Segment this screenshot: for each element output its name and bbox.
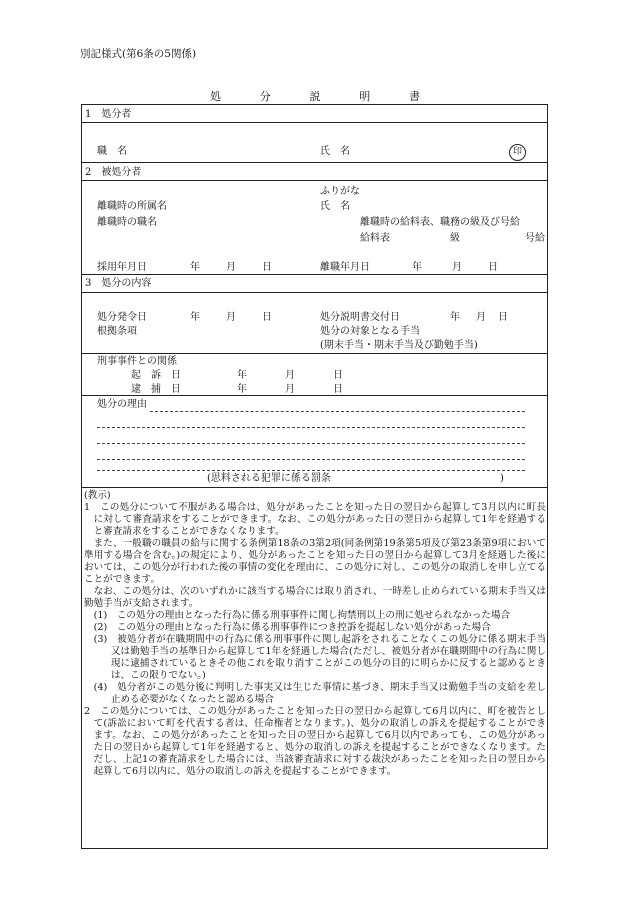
year-unit: 年 <box>450 312 460 323</box>
salary-label: 離職時の給料表、職務の級及び号給 <box>360 217 520 228</box>
note-item-3: (3) 被処分者が在職期間中の行為に係る刑事事件に関し起訴をされることなくこの処分に係る期末手当又は勤勉手当の基準日から起算して1年を経過した場合(ただし、被処分者が在職期間中の行為に関し現に逮捕されているときその他これを取り消すことがこの処分の目的に明らかに反すると認めるときは、この限りでない。) <box>93 634 546 681</box>
day-unit: 日 <box>488 262 498 273</box>
target-allowance-note: (期末手当・期末手当及び勤勉手当) <box>320 340 478 351</box>
note-item-4: (4) 処分者がこの処分後に判明した事実又は生じた事情に基づき、期末手当又は勤勉手当の支給を差し止める必要がなくなったと認める場合 <box>93 682 546 705</box>
section-2-heading: 2 被処分者 <box>85 167 142 178</box>
day-unit: 日 <box>333 384 343 395</box>
dept-label: 離職時の所属名 <box>97 201 167 212</box>
charge-note: (思料される犯罪に係る罰条 <box>207 473 331 484</box>
position-label: 職 名 <box>97 146 127 157</box>
year-unit: 年 <box>237 370 247 381</box>
month-unit: 月 <box>452 262 462 273</box>
year-unit: 年 <box>237 384 247 395</box>
reason-line <box>97 443 525 444</box>
document-title <box>210 88 420 104</box>
arrest-date-label: 逮 捕 日 <box>131 384 181 395</box>
hire-date-label: 採用年月日 <box>97 262 147 273</box>
divider <box>81 292 548 293</box>
note-paragraph-1: 1 この処分について不服がある場合は、処分があったことを知った日の翌日から起算して3月以内に町長に対して審査請求をすることができます。なお、この処分があった日の翌日から起算して1年を経過すると審査請求をすることができなくなります。 <box>84 502 546 537</box>
job-label: 離職時の職名 <box>97 217 157 228</box>
note-paragraph-2: また、一般職の職員の給与に関する条例第18条の3第2項(同条例第19条第5項及び第23条第9項において準用する場合を含む。)の規定により、処分があったことを知った日の翌日から起算して3月を経過した後においては、この処分が行われた後の事情の変化を理由に、この処分に対し、この処分の取消しを申し立てることができます。 <box>84 538 546 585</box>
note-item-1: (1) この処分の理由となった行為に係る刑事事件に関し拘禁刑以上の刑に処せられなかった場合 <box>93 610 511 621</box>
month-unit: 月 <box>226 262 236 273</box>
section-1-heading: 1 処分者 <box>85 109 132 120</box>
criminal-relation-label: 刑事事件との関係 <box>97 356 177 367</box>
title-char: 書 <box>409 90 420 103</box>
title-char: 明 <box>359 90 371 103</box>
day-unit: 日 <box>333 370 343 381</box>
year-unit: 年 <box>190 262 200 273</box>
title-char: 処 <box>210 90 221 103</box>
day-unit: 日 <box>262 262 272 273</box>
indictment-date-label: 起 訴 日 <box>131 370 181 381</box>
form-header: 別記様式(第6条の5関係) <box>80 48 197 60</box>
reason-line <box>97 427 525 428</box>
effective-date-label: 処分発令日 <box>97 312 147 323</box>
section-3-heading: 3 処分の内容 <box>85 278 152 289</box>
note-item-2: (2) この処分の理由となった行為に係る刑事事件につき控訴を提起しない処分があった場合 <box>93 622 491 633</box>
separation-date-label: 離職年月日 <box>320 262 370 273</box>
year-unit: 年 <box>412 262 422 273</box>
reason-line <box>97 459 525 460</box>
divider <box>81 180 548 181</box>
day-unit: 日 <box>498 312 508 323</box>
furigana-label: ふりがな <box>320 186 360 197</box>
title-char: 分 <box>259 90 271 103</box>
salary-grade-label: 級 <box>450 233 460 244</box>
divider <box>81 122 548 123</box>
respondent-name-label: 氏 名 <box>320 201 350 212</box>
divider <box>81 162 548 163</box>
basis-label: 根拠条項 <box>97 326 137 337</box>
seal-mark: 印 <box>509 144 526 161</box>
month-unit: 月 <box>285 384 295 395</box>
day-unit: 日 <box>262 312 272 323</box>
salary-table-label: 給料表 <box>360 233 390 244</box>
name-label: 氏 名 <box>320 146 350 157</box>
charge-note-close: ) <box>500 473 504 484</box>
salary-step-label: 号給 <box>525 233 545 244</box>
reason-label: 処分の理由 <box>97 399 147 410</box>
notes-heading: (教示) <box>84 490 111 501</box>
reason-line <box>97 470 525 471</box>
reason-line <box>150 411 525 412</box>
month-unit: 月 <box>476 312 486 323</box>
divider <box>81 274 548 275</box>
title-char: 説 <box>309 90 321 103</box>
note-paragraph-4: 2 この処分については、この処分があったことを知った日の翌日から起算して6月以内に、町を被告として(訴訟において町を代表する者は、任命権者となります。)、処分の取消しの訴えを提起することができます。なお、この処分があったことを知った日の翌日から起算して6月以内であっても、この処分があった日の翌日から起算して1年を経過すると、処分の取消しの訴えを提起することができなくなります。ただし、上記1の審査請求をした場合には、当該審査請求に対する裁決があったことを知った日の翌日から起算して6月以内に、処分の取消しの訴えを提起することができます。 <box>84 706 546 777</box>
instruction-notes <box>84 490 546 778</box>
target-allowance-label: 処分の対象となる手当 <box>320 326 420 337</box>
month-unit: 月 <box>226 312 236 323</box>
month-unit: 月 <box>285 370 295 381</box>
divider <box>81 353 548 354</box>
issued-date-label: 処分説明書交付日 <box>320 312 400 323</box>
divider <box>81 487 548 488</box>
note-paragraph-3: なお、この処分は、次のいずれかに該当する場合には取り消され、一時差し止められている期末手当又は勤勉手当が支給されます。 <box>84 586 546 609</box>
year-unit: 年 <box>190 312 200 323</box>
